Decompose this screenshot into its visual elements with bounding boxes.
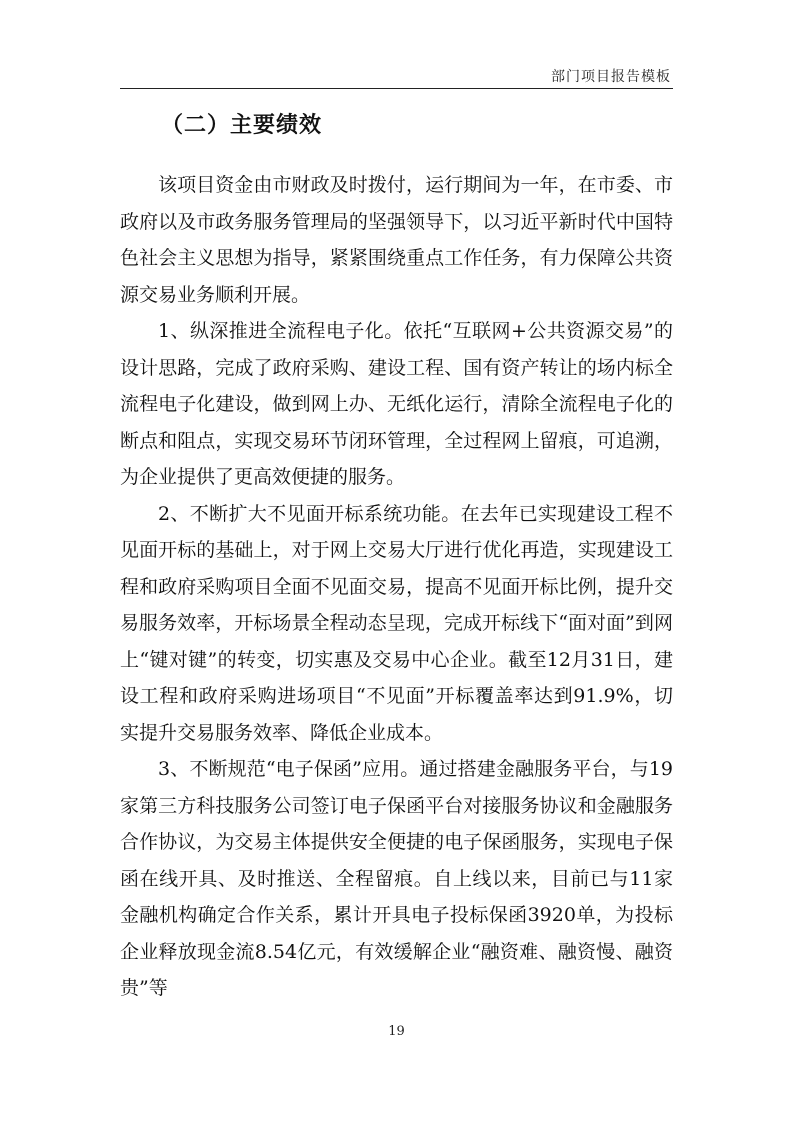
page-number: 19 [388, 1024, 405, 1039]
paragraph-intro: 该项目资金由市财政及时拨付，运行期间为一年，在市委、市政府以及市政务服务管理局的坚强领导下，以习近平新时代中国特色社会主义思想为指导，紧紧围绕重点工作任务，有力保障公共资源交易业务顺利开展。 [120, 174, 673, 306]
paragraph-item-2: 2、不断扩大不见面开标系统功能。在去年已实现建设工程不见面开标的基础上，对于网上交易大厅进行优化再造，实现建设工程和政府采购项目全面不见面交易，提高不见面开标比例，提升交易服务效率，开标场景全程动态呈现，完成开标线下“面对面”到网上“键对键”的转变，切实惠及交易中心企业。截至12月31日，建设工程和政府采购进场项目“不见面”开标覆盖率达到91.9%，切实提升交易服务效率、降低企业成本。 [120, 502, 673, 744]
running-header: 部门项目报告模板 [551, 69, 671, 85]
section-heading: （二）主要绩效 [161, 112, 323, 138]
paragraph-item-3: 3、不断规范“电子保函”应用。通过搭建金融服务平台，与19家第三方科技服务公司签订电子保函平台对接服务协议和金融服务合作协议，为交易主体提供安全便捷的电子保函服务，实现电子保函在线开具、及时推送、全程留痕。自上线以来，目前已与11家金融机构确定合作关系，累计开具电子投标保函3920单，为投标企业释放现金流8.54亿元，有效缓解企业“融资难、融资慢、融资贵”等 [120, 758, 673, 999]
header-divider [120, 88, 673, 89]
paragraph-item-1: 1、纵深推进全流程电子化。依托“互联网+公共资源交易”的设计思路，完成了政府采购、建设工程、国有资产转让的场内标全流程电子化建设，做到网上办、无纸化运行，清除全流程电子化的断点和阻点，实现交易环节闭环管理，全过程网上留痕，可追溯，为企业提供了更高效便捷的服务。 [120, 320, 673, 488]
body-text [120, 167, 673, 1007]
